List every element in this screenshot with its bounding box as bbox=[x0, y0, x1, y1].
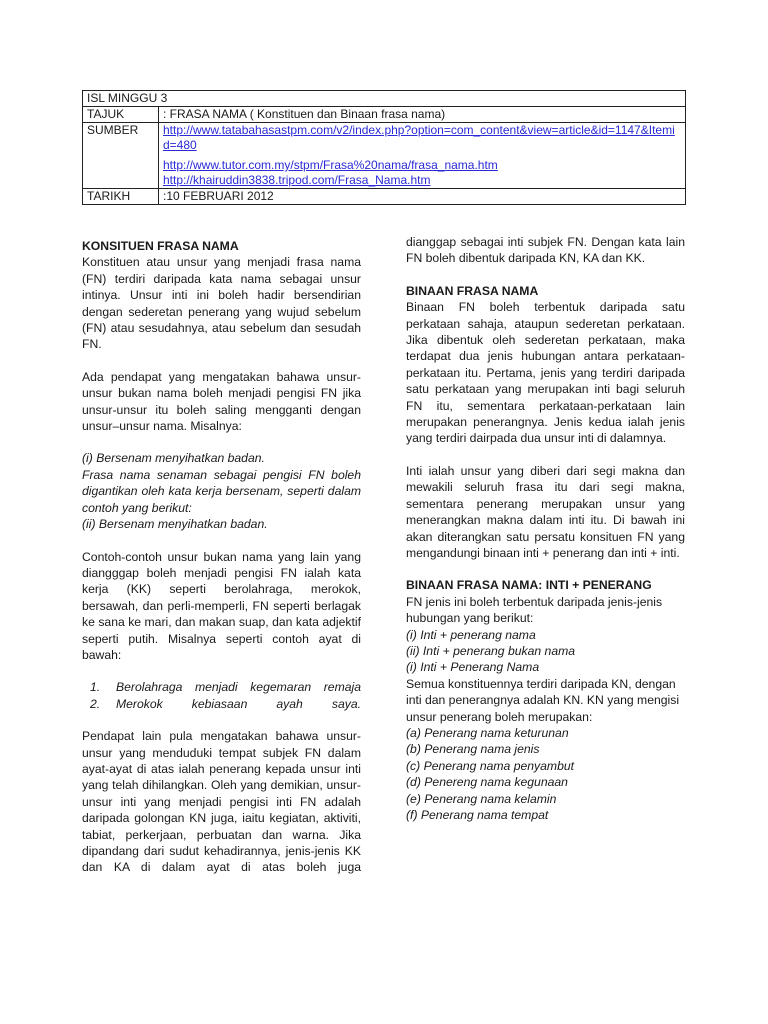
type-item: (i) Inti + Penerang Nama bbox=[406, 660, 540, 675]
table-title: ISL MINGGU 3 bbox=[83, 91, 686, 107]
info-row-tajuk bbox=[83, 107, 686, 123]
example-list bbox=[82, 679, 361, 712]
sumber-links bbox=[159, 123, 686, 189]
subtype-item: (e) Penerang nama kelamin bbox=[406, 791, 557, 806]
source-link-3[interactable]: http://khairuddin3838.tripod.com/Frasa_Nama.htm bbox=[163, 173, 431, 187]
source-link-1[interactable]: http://www.tatabahasastpm.com/v2/index.php?option=com_content&view=article&id=1147&Itemid=480 bbox=[163, 123, 675, 152]
subtype-item: (a) Penerang nama keturunan bbox=[406, 725, 569, 740]
example-line: (i) Bersenam menyihatkan badan. bbox=[82, 451, 265, 466]
subtype-item: (f) Penerang nama tempat bbox=[406, 808, 549, 822]
tarikh-label: TARIKH bbox=[83, 189, 159, 205]
example-note: Frasa nama senaman sebagai pengisi FN boleh digantikan oleh kata kerja bersenam, seperti dalam contoh yang berikut: bbox=[82, 467, 361, 515]
paragraph: Binaan FN boleh terbentuk daripada satu perkataan sahaja, ataupun sederetan perkataan. Jika dibentuk oleh sederetan perkataan, maka terdapat dua jenis hubungan antara perkataan-perkataan itu. Pertama, jenis yang terdiri daripada satu perkataan yang merupakan inti bagi seluruh FN itu, sementara perkataan-perkataan lain merupakan penerangnya. Jenis kedua ialah jenis yang terdiri dairpada dua unsur inti di dalamnya. bbox=[406, 300, 685, 446]
subtype-item: (c) Penerang nama penyambut bbox=[406, 758, 575, 773]
sumber-label: SUMBER bbox=[83, 123, 159, 189]
info-row-title bbox=[83, 91, 686, 107]
paragraph: Inti ialah unsur yang diberi dari segi makna dan mewakili seluruh frasa itu dari segi makna, sementara penerang merupakan unsur yang menerangkan makna dalam inti itu. Di bawah ini akan diterangkan satu persatu konsituen FN yang mengandungi binaan inti + penerang dan inti + inti. bbox=[406, 463, 685, 560]
info-table bbox=[82, 90, 686, 205]
list-item bbox=[82, 679, 361, 695]
right-column bbox=[406, 234, 685, 823]
example-line: (ii) Bersenam menyihatkan badan. bbox=[82, 517, 268, 532]
paragraph: Contoh-contoh unsur bukan nama yang lain yang diangggap boleh menjadi pengisi FN ialah kata kerja (KK) seperti berolahraga, merokok, bersawah, dan perli-memperli, FN seperti berlagak ke sana ke mari, dan makan suap, dan kata adjektif seperti putih. Misalnya seperti contoh ayat di bawah: bbox=[82, 549, 361, 662]
section-heading-konstituen: KONSITUEN FRASA NAMA bbox=[82, 239, 239, 253]
left-column bbox=[82, 238, 361, 876]
paragraph: Ada pendapat yang mengatakan bahawa unsur-unsur bukan nama boleh menjadi pengisi FN jika unsur-unsur itu boleh saling mengganti dengan unsur–unsur nama. Misalnya: bbox=[82, 369, 361, 434]
tarikh-value: :10 FEBRUARI 2012 bbox=[159, 189, 686, 205]
list-number: 1. bbox=[90, 680, 101, 695]
section-heading-binaan: BINAAN FRASA NAMA bbox=[406, 283, 539, 298]
section-heading-inti-penerang: BINAAN FRASA NAMA: INTI + PENERANG bbox=[406, 578, 652, 593]
source-link-2[interactable]: http://www.tutor.com.my/stpm/Frasa%20nama/frasa_nama.htm bbox=[163, 158, 498, 172]
info-row-tarikh bbox=[83, 189, 686, 205]
type-item: (i) Inti + penerang nama bbox=[406, 627, 536, 642]
list-text: Merokok kebiasaan ayah saya. bbox=[116, 696, 361, 711]
info-row-sumber bbox=[83, 123, 686, 189]
list-number: 2. bbox=[90, 696, 101, 711]
paragraph: dianggap sebagai inti subjek FN. Dengan kata lain FN boleh dibentuk daripada KN, KA dan KK. bbox=[406, 235, 685, 266]
paragraph: FN jenis ini boleh terbentuk daripada jenis-jenis hubungan yang berikut: bbox=[406, 594, 663, 626]
subtype-item: (d) Penereng nama kegunaan bbox=[406, 775, 568, 790]
paragraph: Semua konstituennya terdiri daripada KN, dengan inti dan penerangnya adalah KN. KN yang mengisi unsur penerang boleh merupakan: bbox=[406, 676, 680, 724]
tajuk-value: : FRASA NAMA ( Konstituen dan Binaan frasa nama) bbox=[159, 107, 686, 123]
list-text: Berolahraga menjadi kegemaran remaja bbox=[116, 680, 361, 695]
paragraph: Pendapat lain pula mengatakan bahawa unsur-unsur yang menduduki tempat subjek FN dalam ayat-ayat di atas ialah penerang kepada unsur inti yang telah dihilangkan. Oleh yang demikian, unsur-unsur inti yang menjadi pengisi inti FN adalah daripada golongan KN juga, iaitu kegiatan, aktiviti, tabiat, perkerjaan, perbuatan dan warna. Jika dipandang dari sudut kehadirannya, jenis-jenis KK dan KA di dalam ayat di atas boleh juga bbox=[82, 729, 361, 875]
subtype-item: (b) Penerang nama jenis bbox=[406, 742, 540, 757]
list-item bbox=[82, 696, 361, 712]
tajuk-label: TAJUK bbox=[83, 107, 159, 123]
paragraph: Konstituen atau unsur yang menjadi frasa nama (FN) terdiri daripada kata nama sebagai unsur intinya. Unsur inti ini boleh hadir bersendirian dengan sederetan penerang yang wujud sebelum (FN) atau sesudahnya, atau sebelum dan sesudah FN. bbox=[82, 255, 361, 352]
type-item: (ii) Inti + penerang bukan nama bbox=[406, 643, 576, 658]
